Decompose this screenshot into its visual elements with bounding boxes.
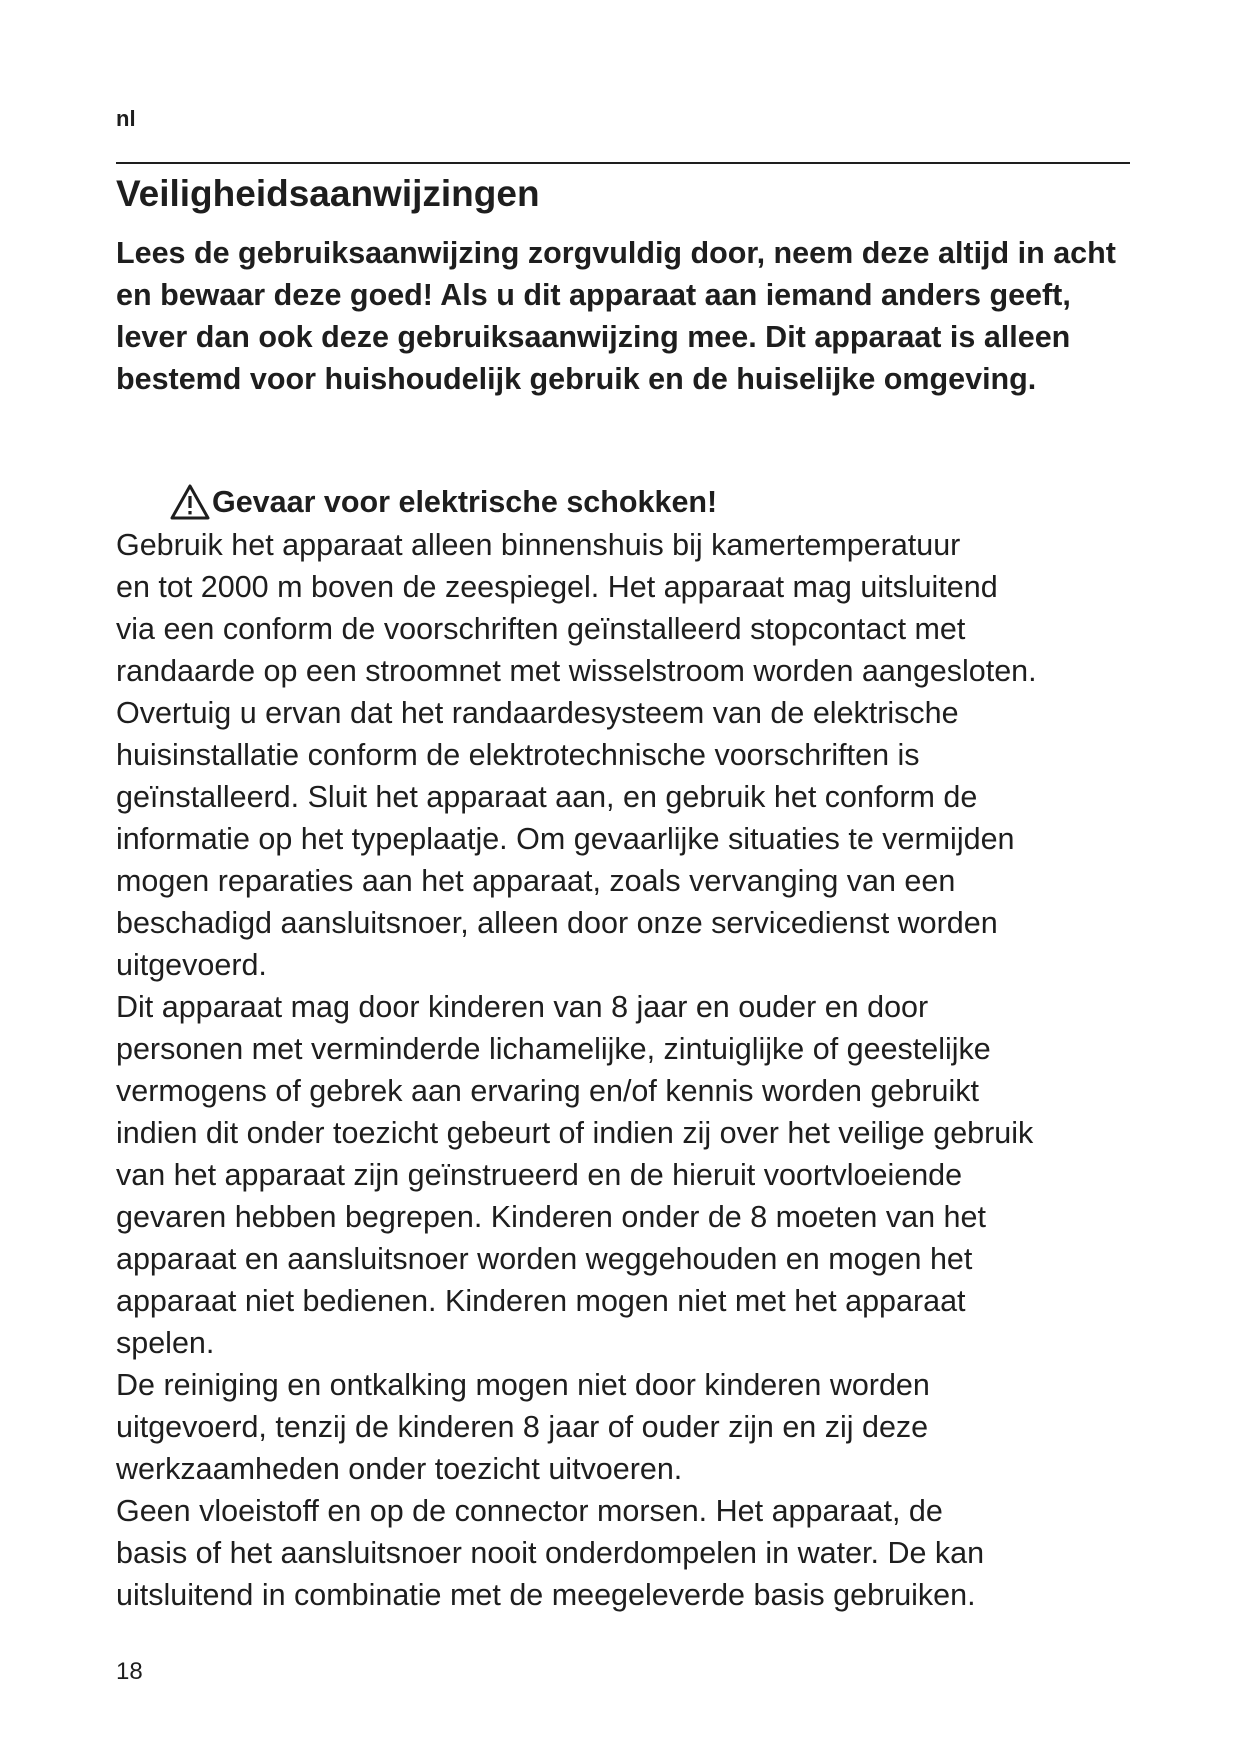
body-text-line: randaarde op een stroomnet met wisselstroom worden aangesloten.: [116, 654, 1037, 688]
body-text-line: beschadigd aansluitsnoer, alleen door onze servicedienst worden: [116, 906, 998, 940]
intro-paragraph: Lees de gebruiksaanwijzing zorgvuldig door, neem deze altijd in acht en bewaar deze goed! Als u dit apparaat aan iemand anders geeft, lever dan ook deze gebruiksaanwijzing mee. Dit apparaat is alleen bestemd voor huishoudelijk gebruik en de huiselijke omgeving.: [116, 236, 1116, 396]
body-text-line: uitsluitend in combinatie met de meegeleverde basis gebruiken.: [116, 1578, 976, 1612]
safety-instructions-body: [116, 524, 1146, 1616]
body-text-line: via een conform de voorschriften geïnstalleerd stopcontact met: [116, 612, 966, 646]
page-number: 18: [116, 1658, 143, 1685]
body-text-line: basis of het aansluitsnoer nooit onderdompelen in water. De kan: [116, 1536, 985, 1570]
body-text-line: Gebruik het apparaat alleen binnenshuis bij kamertemperatuur: [116, 528, 961, 562]
body-text-line: apparaat niet bedienen. Kinderen mogen niet met het apparaat: [116, 1284, 966, 1318]
body-text-line: apparaat en aansluitsnoer worden weggehouden en mogen het: [116, 1242, 973, 1276]
body-text-line: informatie op het typeplaatje. Om gevaarlijke situaties te vermijden: [116, 822, 1015, 856]
body-text-line: Overtuig u ervan dat het randaardesysteem van de elektrische: [116, 696, 959, 730]
warning-heading: [170, 481, 717, 523]
warning-title: Gevaar voor elektrische schokken!: [212, 485, 718, 519]
body-text-line: spelen.: [116, 1326, 215, 1360]
body-text-line: uitgevoerd.: [116, 948, 267, 982]
body-text-line: gevaren hebben begrepen. Kinderen onder de 8 moeten van het: [116, 1200, 986, 1234]
body-text-line: uitgevoerd, tenzij de kinderen 8 jaar of ouder zijn en zij deze: [116, 1410, 929, 1444]
body-text-line: huisinstallatie conform de elektrotechnische voorschriften is: [116, 738, 920, 772]
body-text-line: Geen vloeistoff en op de connector morsen. Het apparaat, de: [116, 1494, 943, 1528]
body-text-line: mogen reparaties aan het apparaat, zoals vervanging van een: [116, 864, 956, 898]
body-text-line: vermogens of gebrek aan ervaring en/of kennis worden gebruikt: [116, 1074, 979, 1108]
body-text-line: van het apparaat zijn geïnstrueerd en de hieruit voortvloeiende: [116, 1158, 963, 1192]
body-text-line: De reiniging en ontkalking mogen niet door kinderen worden: [116, 1368, 930, 1402]
language-code: nl: [116, 106, 136, 131]
body-text-line: personen met verminderde lichamelijke, zintuiglijke of geestelijke: [116, 1032, 991, 1066]
section-divider: [116, 162, 1130, 164]
body-text-line: en tot 2000 m boven de zeespiegel. Het apparaat mag uitsluitend: [116, 570, 998, 604]
section-title: Veiligheidsaanwijzingen: [116, 173, 540, 214]
body-text-line: Dit apparaat mag door kinderen van 8 jaar en ouder en door: [116, 990, 929, 1024]
body-text-line: indien dit onder toezicht gebeurt of indien zij over het veilige gebruik: [116, 1116, 1034, 1150]
body-text-line: geïnstalleerd. Sluit het apparaat aan, en gebruik het conform de: [116, 780, 978, 814]
body-text-line: werkzaamheden onder toezicht uitvoeren.: [116, 1452, 683, 1486]
warning-triangle-icon: [170, 484, 210, 520]
